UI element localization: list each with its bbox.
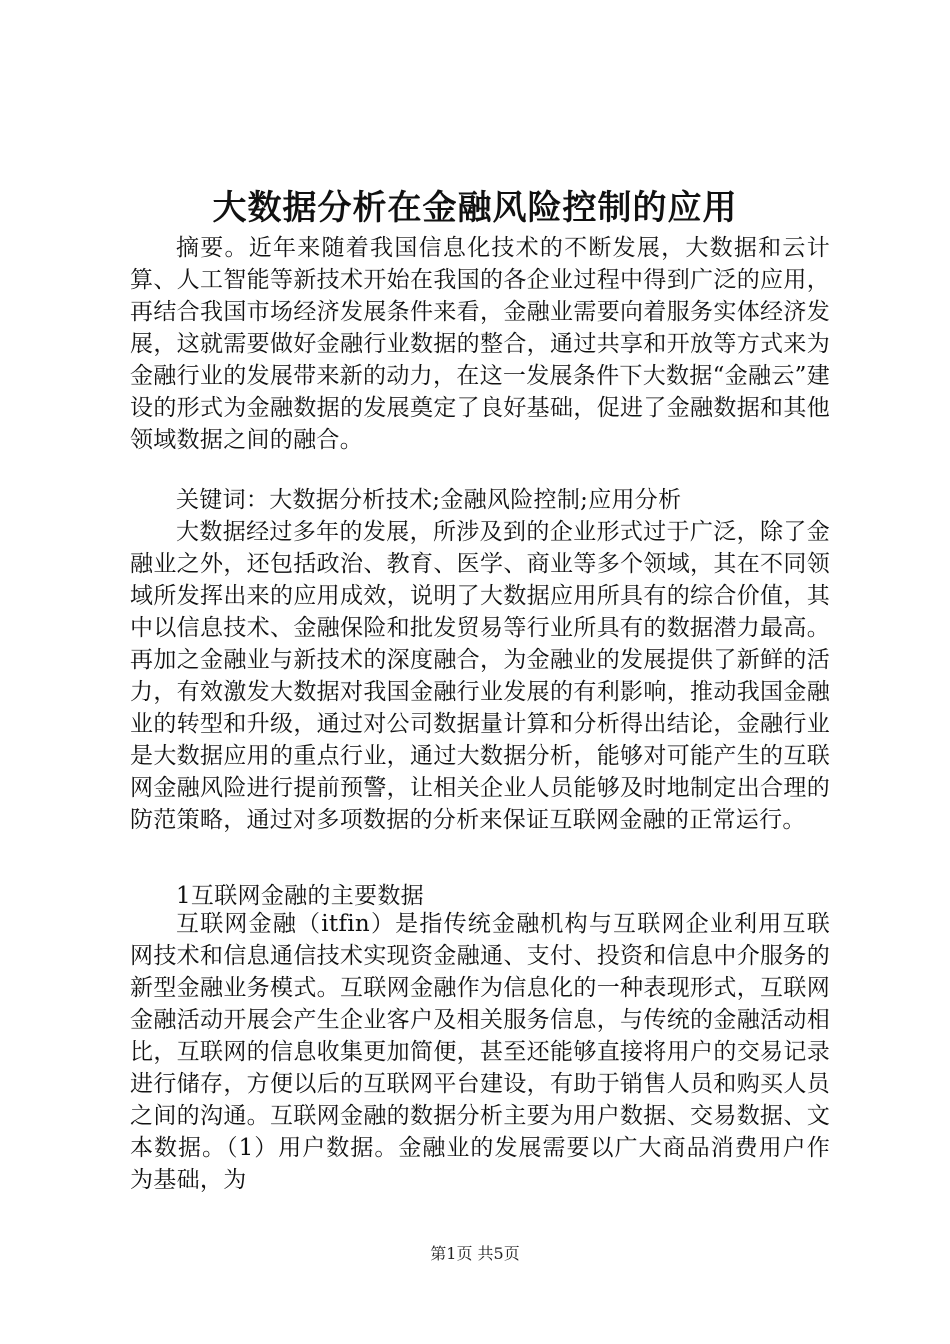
- document-title: 大数据分析在金融风险控制的应用: [212, 188, 738, 228]
- section-heading: 1互联网金融的主要数据: [176, 883, 424, 909]
- section-paragraph: 互联网金融（itfin）是指传统金融机构与互联网企业利用互联网技术和信息通信技术实现资金融通、支付、投资和信息中介服务的新型金融业务模式。互联网金融作为信息化的一种表现形式，互联网金融活动开展会产生企业客户及相关服务信息，与传统的金融活动相比，互联网的信息收集更加简便，甚至还能够直接将用户的交易记录进行储存，方便以后的互联网平台建设，有助于销售人员和购买人员之间的沟通。互联网金融的数据分析主要为用户数据、交易数据、文本数据。（1）用户数据。金融业的发展需要以广大商品消费用户作为基础，为: [130, 911, 830, 1193]
- abstract-paragraph: 摘要。近年来随着我国信息化技术的不断发展，大数据和云计算、人工智能等新技术开始在我国的各企业过程中得到广泛的应用，再结合我国市场经济发展条件来看，金融业需要向着服务实体经济发展，这就需要做好金融行业数据的整合，通过共享和开放等方式来为金融行业的发展带来新的动力，在这一发展条件下大数据“金融云”建设的形式为金融数据的发展奠定了良好基础，促进了金融数据和其他领域数据之间的融合。: [130, 235, 830, 453]
- page-footer: 第1页 共5页: [430, 1244, 520, 1263]
- intro-paragraph: 大数据经过多年的发展，所涉及到的企业形式过于广泛，除了金融业之外，还包括政治、教育、医学、商业等多个领域，其在不同领域所发挥出来的应用成效，说明了大数据应用所具有的综合价值，其中以信息技术、金融保险和批发贸易等行业所具有的数据潜力最高。再加之金融业与新技术的深度融合，为金融业的发展提供了新鲜的活力，有效激发大数据对我国金融行业发展的有利影响，推动我国金融业的转型和升级，通过对公司数据量计算和分析得出结论，金融行业是大数据应用的重点行业，通过大数据分析，能够对可能产生的互联网金融风险进行提前预警，让相关企业人员能够及时地制定出合理的防范策略，通过对多项数据的分析来保证互联网金融的正常运行。: [130, 519, 830, 833]
- keywords-line: 关键词：大数据分析技术;金融风险控制;应用分析: [176, 487, 682, 513]
